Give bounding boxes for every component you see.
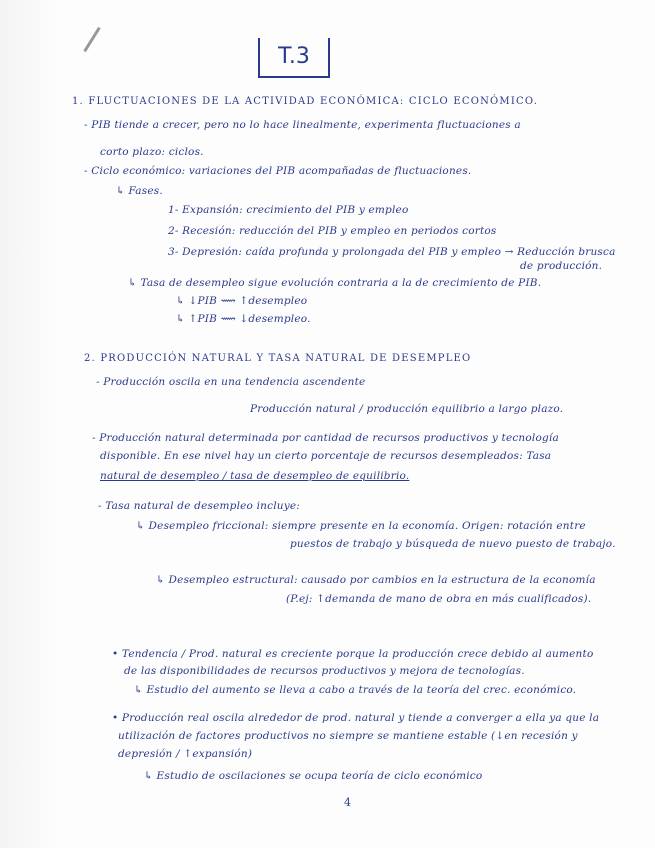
bullet-line: • Producción real oscila alrededor de prod. natural y tiende a converger a ella ya que la — [112, 712, 600, 724]
note-line: ↳ Fases. — [116, 185, 163, 197]
note-line: ↳ Desempleo estructural: causado por cambios en la estructura de la economía — [156, 574, 596, 586]
note-line: ↳ Desempleo friccional: siempre presente en la economía. Origen: rotación entre — [136, 520, 586, 532]
page-title: T.3 — [258, 38, 330, 78]
bullet-line: ↳ Estudio de oscilaciones se ocupa teoría de ciclo económico — [144, 770, 483, 782]
phase-item-continuation: de producción. — [520, 260, 603, 272]
phase-item: 1- Expansión: crecimiento del PIB y empleo — [168, 204, 409, 216]
note-line: puestos de trabajo y búsqueda de nuevo puesto de trabajo. — [290, 538, 616, 550]
bullet-line: • Tendencia / Prod. natural es creciente porque la producción crece debido al aumento — [112, 648, 594, 660]
note-line: corto plazo: ciclos. — [100, 146, 204, 158]
note-line: - Ciclo económico: variaciones del PIB acompañadas de fluctuaciones. — [84, 165, 472, 177]
note-line: ↳ ↓PIB ⟿ ↑desempleo — [176, 295, 308, 307]
note-line: - PIB tiende a crecer, pero no lo hace linealmente, experimenta fluctuaciones a — [84, 119, 521, 131]
note-line: Producción natural / producción equilibrio a largo plazo. — [250, 403, 564, 415]
note-line: ↳ ↑PIB ⟿ ↓desempleo. — [176, 313, 311, 325]
bullet-line: ↳ Estudio del aumento se lleva a cabo a través de la teoría del crec. económico. — [134, 684, 577, 696]
note-line: - Tasa natural de desempleo incluye: — [98, 500, 301, 512]
note-line: (P.ej: ↑demanda de mano de obra en más cualificados). — [286, 593, 592, 605]
section-heading-1: 1. FLUCTUACIONES DE LA ACTIVIDAD ECONÓMICA: CICLO ECONÓMICO. — [72, 96, 539, 107]
note-line: - Producción oscila en una tendencia ascendente — [96, 376, 366, 388]
note-line: ↳ Tasa de desempleo sigue evolución contraria a la de crecimiento de PIB. — [128, 277, 542, 289]
note-line: - Producción natural determinada por cantidad de recursos productivos y tecnología — [92, 432, 559, 444]
note-line-underlined: natural de desempleo / tasa de desempleo de equilibrio. — [100, 470, 410, 482]
bullet-line: de las disponibilidades de recursos productivos y mejora de tecnologías. — [124, 665, 525, 677]
page-number: 4 — [344, 796, 351, 809]
section-heading-2: 2. PRODUCCIÓN NATURAL Y TASA NATURAL DE DESEMPLEO — [84, 353, 472, 364]
bullet-line: depresión / ↑expansión) — [118, 748, 253, 760]
phase-item: 3- Depresión: caída profunda y prolongada del PIB y empleo → Reducción brusca — [168, 246, 616, 258]
pen-stroke-mark — [83, 27, 100, 52]
note-line: disponible. En ese nivel hay un cierto porcentaje de recursos desempleados: Tasa — [100, 450, 552, 462]
phase-item: 2- Recesión: reducción del PIB y empleo en periodos cortos — [168, 225, 497, 237]
bullet-line: utilización de factores productivos no siempre se mantiene estable (↓en recesión y — [118, 730, 578, 742]
